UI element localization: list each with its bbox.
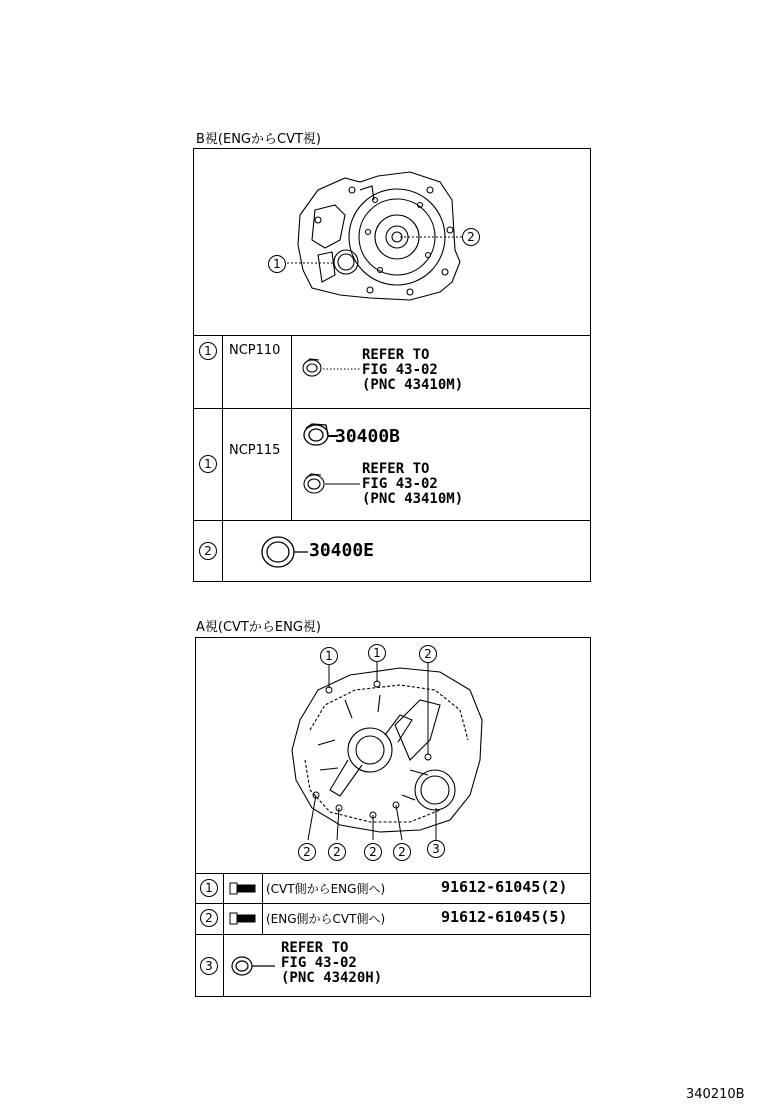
row-number: 1 [200, 879, 218, 897]
model-label: NCP110 [229, 343, 281, 358]
model-label: NCP115 [229, 443, 281, 458]
fig-ref-line: FIG 43-02 [362, 362, 438, 378]
callout-1-b: 1 [268, 255, 286, 273]
callout-2-a: 2 [393, 843, 411, 861]
callout-3-a: 3 [427, 840, 445, 858]
figure-id: 340210B [686, 1087, 745, 1102]
pnc-ref-line: (PNC 43410M) [362, 491, 464, 507]
direction-note: (CVT側からENG側へ) [266, 882, 386, 896]
callout-2-a: 2 [298, 843, 316, 861]
refer-to-line: REFER TO [362, 461, 430, 477]
row-number: 1 [199, 455, 217, 473]
callout-2-a: 2 [419, 645, 437, 663]
row-number: 2 [199, 542, 217, 560]
bolt-icon [228, 879, 260, 899]
direction-note: (ENG側からCVT側へ) [266, 912, 386, 926]
refer-to-line: REFER TO [281, 940, 349, 956]
callout-2-b: 2 [462, 228, 480, 246]
pnc-ref-line: (PNC 43410M) [362, 377, 464, 393]
part-number: 30400B [335, 426, 401, 447]
part-number: 91612-61045(5) [441, 908, 568, 926]
callout-2-a: 2 [328, 843, 346, 861]
row-number: 1 [199, 342, 217, 360]
row-number: 2 [200, 909, 218, 927]
section-a-title: A視(CVTからENG視) [196, 620, 321, 635]
part-number: 91612-61045(2) [441, 878, 568, 896]
callout-1-a: 1 [368, 644, 386, 662]
callout-1-a: 1 [320, 647, 338, 665]
fig-ref-line: FIG 43-02 [281, 955, 357, 971]
section-b-title: B視(ENGからCVT視) [196, 132, 321, 147]
row-number: 3 [200, 957, 218, 975]
refer-to-line: REFER TO [362, 347, 430, 363]
oil-seal-icon [230, 952, 280, 982]
part-number: 30400E [309, 540, 375, 561]
callout-2-a: 2 [364, 843, 382, 861]
pnc-ref-line: (PNC 43420H) [281, 970, 383, 986]
bolt-icon [228, 909, 260, 929]
fig-ref-line: FIG 43-02 [362, 476, 438, 492]
